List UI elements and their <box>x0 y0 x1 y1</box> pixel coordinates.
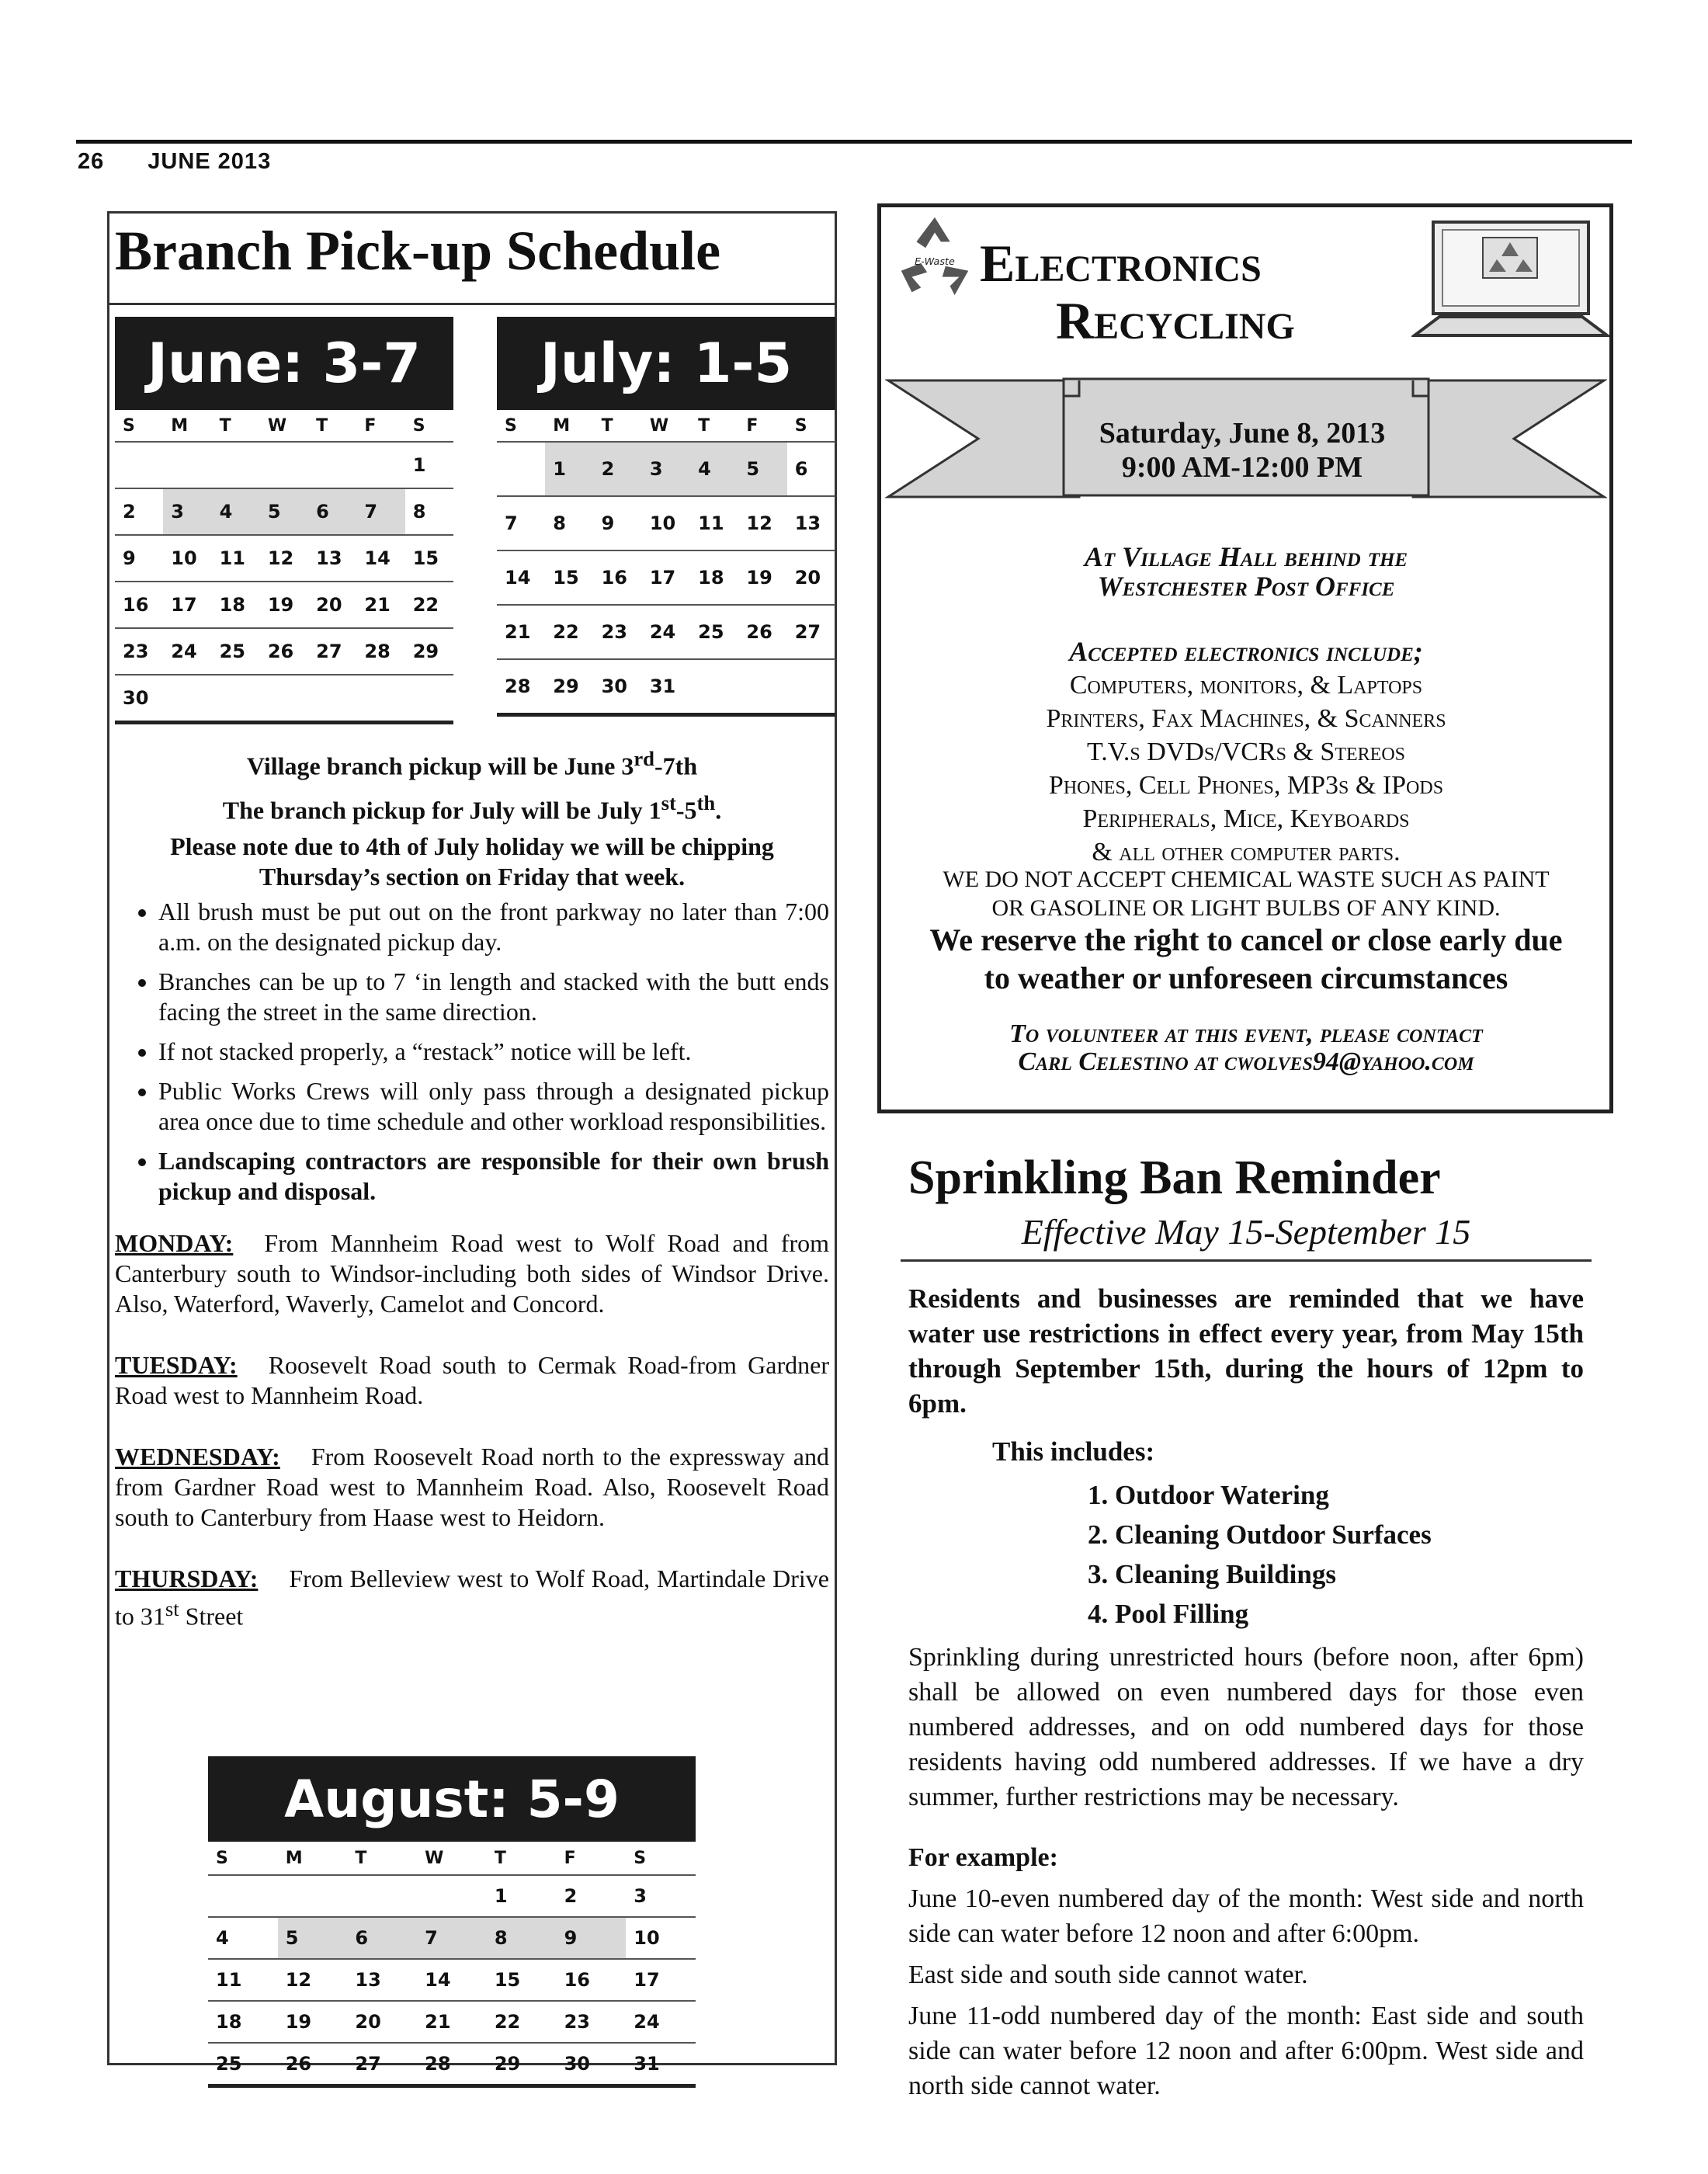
reserve-notice <box>885 921 1607 997</box>
calendar-day: 10 <box>649 512 676 534</box>
holiday-note: Please note due to 4th of July holiday we will be chipping Thursday’s section on Friday that week. <box>170 832 774 891</box>
note-text: The branch pickup for July will be July 1 <box>222 796 661 825</box>
weekday-label: W <box>267 415 287 436</box>
weekday-label: F <box>364 415 377 436</box>
calendar-week <box>208 2000 696 2042</box>
wednesday-text: From Roosevelt Road north to the expressway and from Gardner Road west to Mannheim Road. Also, Roosevelt Road south to Canterbury from Haase west to Heidorn. <box>115 1443 829 1532</box>
list-item: & all other computer parts. <box>1092 838 1401 866</box>
calendar-week <box>115 674 453 721</box>
calendar-day: 15 <box>553 567 579 589</box>
calendar-week <box>115 441 453 488</box>
note-sup: rd <box>634 747 654 770</box>
calendar-day <box>260 443 308 488</box>
pickup-day: 4 <box>212 489 260 534</box>
weekday-label: S <box>794 415 807 436</box>
note-text: -5 <box>675 796 697 825</box>
tuesday-text: Roosevelt Road south to Cermak Road-from Gardner Road west to Mannheim Road. <box>115 1351 829 1410</box>
calendar-day: 31 <box>634 2053 660 2075</box>
laptop-icon <box>1411 219 1609 343</box>
weekday-header <box>208 1842 696 1874</box>
calendar-bottom-rule <box>115 721 453 724</box>
weekday-label: S <box>123 415 135 436</box>
includes-list <box>1073 1475 1432 1634</box>
calendar-day: 7 <box>505 512 518 534</box>
weekday-label: W <box>425 1848 444 1868</box>
header-rule <box>76 140 1632 144</box>
event-location <box>885 542 1607 601</box>
calendar-day: 18 <box>698 567 724 589</box>
calendar-day: 3 <box>634 1885 647 1907</box>
pickup-day: 3 <box>642 443 690 495</box>
calendar-day: 11 <box>698 512 724 534</box>
weekday-header <box>115 410 453 441</box>
calendar-day: 17 <box>634 1969 660 1991</box>
calendar-day: 27 <box>355 2053 381 2075</box>
calendar-day: 20 <box>355 2011 381 2033</box>
calendar-day: 21 <box>425 2011 451 2033</box>
calendar-day: 12 <box>285 1969 312 1991</box>
sprinkling-intro: Residents and businesses are reminded that we have water use restrictions in effect every year, from May 15th through September 15th, during the hours of 12pm to 6pm. <box>908 1283 1584 1419</box>
weekday-label: T <box>316 415 328 436</box>
pickup-day: 4 <box>690 443 738 495</box>
calendar-day <box>738 660 786 713</box>
calendar-day: 19 <box>746 567 772 589</box>
calendar-day: 20 <box>316 594 342 616</box>
weekday-label: S <box>505 415 517 436</box>
weekday-label: T <box>219 415 231 436</box>
weekday-label: S <box>634 1848 647 1868</box>
pickup-day: 8 <box>487 1918 557 1958</box>
calendar-day: 17 <box>171 594 197 616</box>
note-sup: st <box>661 790 676 814</box>
calendar-day: 2 <box>564 1885 578 1907</box>
thursday-text: From Belleview west to Wolf Road, Martindale Drive to 31 <box>115 1565 829 1630</box>
calendar-day: 1 <box>412 454 426 476</box>
location-line: Westchester Post Office <box>1097 571 1395 602</box>
weekday-label: M <box>553 415 571 436</box>
tuesday-label: TUESDAY: <box>115 1351 238 1380</box>
calendar-day <box>260 675 308 721</box>
calendar-day: 28 <box>364 641 391 662</box>
note-sup: th <box>696 790 716 814</box>
not-accepted-note <box>885 865 1607 922</box>
calendar-day <box>212 675 260 721</box>
calendar-bottom-rule <box>497 713 835 717</box>
calendar-day <box>417 1876 487 1916</box>
calendar-day: 14 <box>505 567 531 589</box>
example-section <box>908 1840 1584 2110</box>
calendar-day: 14 <box>425 1969 451 1991</box>
calendar-bottom-rule <box>208 2084 696 2088</box>
calendar-day <box>208 1876 278 1916</box>
list-item: • All brush must be put out on the front parkway no later than 7:00 a.m. on the designated pickup day. <box>158 897 829 957</box>
thursday-label: THURSDAY: <box>115 1565 259 1593</box>
calendar-day: 6 <box>794 458 808 480</box>
calendar-day: 9 <box>123 547 136 569</box>
weekday-label: T <box>601 415 613 436</box>
calendar-day: 23 <box>564 2011 590 2033</box>
calendar-day <box>787 660 835 713</box>
calendar-day: 23 <box>123 641 149 662</box>
calendar-day: 28 <box>505 675 531 697</box>
calendar-day: 15 <box>494 1969 521 1991</box>
example-text: June 11-odd numbered day of the month: East side and south side can water before 12 noon and after 6:00pm. West side and north side cannot water. <box>908 2002 1584 2100</box>
calendar-week <box>497 604 835 658</box>
recycling-title <box>980 234 1295 349</box>
calendar-day: 28 <box>425 2053 451 2075</box>
title-line-2: Recycling <box>1056 291 1295 350</box>
accepted-heading: Accepted electronics include; <box>1069 636 1423 667</box>
note-text: . <box>715 796 722 825</box>
weekday-label: T <box>355 1848 367 1868</box>
calendar-day: 16 <box>123 594 149 616</box>
pickup-day: 1 <box>545 443 593 495</box>
calendar-day <box>278 1876 348 1916</box>
title-divider <box>109 303 835 305</box>
calendar-week <box>497 441 835 495</box>
calendar-day: 31 <box>649 675 676 697</box>
july-calendar <box>497 317 835 717</box>
sprinkling-title: Sprinkling Ban Reminder <box>908 1151 1441 1204</box>
tuesday-route <box>115 1350 829 1411</box>
calendar-day: 25 <box>219 641 245 662</box>
sprinkling-body: Sprinkling during unrestricted hours (before noon, after 6pm) shall be allowed on even numbered days for those even numbered addresses, and on odd numbered days for those residents having odd numbered addresses. If we have a dry summer, further restrictions may be necessary. <box>908 1643 1584 1811</box>
weekday-label: T <box>698 415 710 436</box>
calendar-day: 23 <box>601 621 627 643</box>
thursday-text-end: Street <box>179 1602 244 1630</box>
page-number: 26 <box>78 149 105 174</box>
pickup-notes <box>115 744 829 1632</box>
title-line-1: Electronics <box>980 234 1262 293</box>
branch-title: Branch Pick-up Schedule <box>115 220 721 282</box>
calendar-day: 9 <box>601 512 615 534</box>
note-text: Village branch pickup will be June 3 <box>246 752 634 780</box>
calendar-day: 29 <box>412 641 439 662</box>
pickup-day: 5 <box>260 489 308 534</box>
pickup-day: 3 <box>163 489 211 534</box>
calendar-day <box>115 443 163 488</box>
list-item: • If not stacked properly, a “restack” notice will be left. <box>158 1037 829 1067</box>
list-item: Phones, Cell Phones, MP3s & IPods <box>1048 771 1444 800</box>
weekday-label: M <box>285 1848 303 1868</box>
recycle-icon <box>889 211 981 303</box>
wednesday-label: WEDNESDAY: <box>115 1443 280 1471</box>
calendar-week <box>208 1874 696 1916</box>
includes-label: This includes: <box>992 1436 1155 1467</box>
july-pickup-note <box>115 788 829 826</box>
calendar-day: 25 <box>698 621 724 643</box>
calendar-day: 30 <box>564 2053 590 2075</box>
calendar-day <box>356 675 404 721</box>
list-item: Printers, Fax Machines, & Scanners <box>1046 704 1446 733</box>
june-pickup-note <box>115 744 829 782</box>
calendar-day <box>690 660 738 713</box>
rules-list <box>115 897 829 1207</box>
pickup-day: 5 <box>278 1918 348 1958</box>
calendar-day: 1 <box>494 1885 508 1907</box>
monday-text: From Mannheim Road west to Wolf Road and from Canterbury south to Windsor-including both sides of Windsor Drive. Also, Waterford, Waverly, Camelot and Concord. <box>115 1229 829 1318</box>
august-banner: August: 5-9 <box>208 1756 696 1842</box>
weekday-label: T <box>494 1848 506 1868</box>
list-item: Computers, monitors, & Laptops <box>1069 671 1423 700</box>
calendar-day: 29 <box>553 675 579 697</box>
calendar-day: 18 <box>219 594 245 616</box>
calendar-day <box>356 443 404 488</box>
calendar-day: 11 <box>216 1969 242 1991</box>
calendar-day: 24 <box>634 2011 660 2033</box>
calendar-week <box>115 488 453 534</box>
event-date: Saturday, June 8, 2013 <box>1099 417 1386 450</box>
calendar-day: 19 <box>267 594 294 616</box>
calendar-day: 21 <box>364 594 391 616</box>
calendar-day: 14 <box>364 547 391 569</box>
july-banner: July: 1-5 <box>497 317 835 410</box>
calendar-day: 24 <box>171 641 197 662</box>
pickup-day: 7 <box>417 1918 487 1958</box>
calendar-day <box>212 443 260 488</box>
subtitle-rule <box>901 1259 1592 1262</box>
calendar-day: 19 <box>285 2011 312 2033</box>
calendar-day: 12 <box>267 547 294 569</box>
calendar-week <box>208 2042 696 2084</box>
calendar-day: 8 <box>553 512 566 534</box>
pickup-day: 6 <box>308 489 356 534</box>
example-text: East side and south side cannot water. <box>908 1960 1308 1989</box>
list-item: 3. Cleaning Buildings <box>1115 1554 1432 1594</box>
calendar-day: 22 <box>412 594 439 616</box>
monday-route <box>115 1228 829 1319</box>
pickup-day: 2 <box>594 443 642 495</box>
example-text: June 10-even numbered day of the month: West side and north side can water before 12 noon and after 6:00pm. <box>908 1884 1584 1948</box>
note-text: -7th <box>654 752 698 780</box>
calendar-day <box>347 1876 417 1916</box>
calendar-day: 27 <box>794 621 821 643</box>
calendar-day: 22 <box>494 2011 521 2033</box>
calendar-day: 16 <box>564 1969 590 1991</box>
weekday-label: F <box>564 1848 576 1868</box>
calendar-week <box>115 534 453 581</box>
e-waste-label: E-Waste <box>915 255 955 268</box>
thursday-sup: st <box>165 1597 179 1621</box>
calendar-day: 13 <box>316 547 342 569</box>
calendar-week <box>208 1916 696 1958</box>
calendar-day: 24 <box>649 621 676 643</box>
calendar-day <box>308 443 356 488</box>
calendar-day: 18 <box>216 2011 242 2033</box>
note-line: WE DO NOT ACCEPT CHEMICAL WASTE SUCH AS PAINT <box>943 866 1550 892</box>
calendar-day: 22 <box>553 621 579 643</box>
calendar-day: 26 <box>267 641 294 662</box>
wednesday-route <box>115 1442 829 1533</box>
calendar-day: 27 <box>316 641 342 662</box>
calendar-day <box>163 675 211 721</box>
notice-line: to weather or unforeseen circumstances <box>984 960 1508 995</box>
list-item: 4. Pool Filling <box>1115 1594 1432 1634</box>
monday-label: MONDAY: <box>115 1229 234 1258</box>
calendar-week <box>115 581 453 627</box>
notice-line: We reserve the right to cancel or close early due <box>929 922 1563 957</box>
calendar-day: 29 <box>494 2053 521 2075</box>
example-label: For example: <box>908 1843 1058 1872</box>
calendar-day: 10 <box>171 547 197 569</box>
calendar-day: 4 <box>216 1927 229 1949</box>
location-line: At Village Hall behind the <box>1084 541 1408 572</box>
calendar-week <box>208 1958 696 2000</box>
weekday-label: S <box>412 415 425 436</box>
calendar-day: 8 <box>412 501 426 523</box>
list-item: • Public Works Crews will only pass through a designated pickup area once due to time schedule and other workload responsibilities. <box>158 1076 829 1137</box>
calendar-week <box>497 495 835 550</box>
note-line: OR GASOLINE OR LIGHT BULBS OF ANY KIND. <box>991 895 1501 921</box>
august-calendar <box>208 1756 696 2088</box>
calendar-week <box>497 550 835 604</box>
list-item: T.V.s DVDs/VCRs & Stereos <box>1087 738 1405 766</box>
contact-line: Carl Celestino at cwolves94@yahoo.com <box>1018 1047 1474 1076</box>
calendar-day: 17 <box>649 567 676 589</box>
calendar-day: 30 <box>601 675 627 697</box>
pickup-day: 7 <box>356 489 404 534</box>
june-calendar <box>115 317 453 724</box>
calendar-day: 21 <box>505 621 531 643</box>
calendar-day: 11 <box>219 547 245 569</box>
calendar-day: 10 <box>634 1927 660 1949</box>
pickup-day: 6 <box>347 1918 417 1958</box>
contact-line: To volunteer at this event, please contact <box>1009 1019 1483 1048</box>
calendar-day: 20 <box>794 567 821 589</box>
calendar-day: 30 <box>123 687 149 709</box>
weekday-label: W <box>649 415 669 436</box>
calendar-day: 13 <box>794 512 821 534</box>
calendar-day: 26 <box>285 2053 312 2075</box>
page-header <box>78 149 314 175</box>
list-item: 1. Outdoor Watering <box>1115 1475 1432 1515</box>
event-time: 9:00 AM-12:00 PM <box>1121 451 1363 484</box>
calendar-week <box>497 658 835 713</box>
calendar-day: 25 <box>216 2053 242 2075</box>
thursday-route <box>115 1564 829 1632</box>
calendar-day: 13 <box>355 1969 381 1991</box>
calendar-day <box>163 443 211 488</box>
calendar-week <box>115 627 453 674</box>
weekday-label: F <box>746 415 759 436</box>
list-item: • Landscaping contractors are responsible for their own brush pickup and disposal. <box>158 1146 829 1207</box>
calendar-day <box>405 675 453 721</box>
event-date-time <box>1064 416 1421 484</box>
calendar-day: 26 <box>746 621 772 643</box>
accepted-electronics <box>885 635 1607 869</box>
calendar-day: 16 <box>601 567 627 589</box>
issue-date: JUNE 2013 <box>148 149 272 174</box>
volunteer-contact <box>885 1020 1607 1076</box>
calendar-day: 2 <box>123 501 136 523</box>
calendar-day: 12 <box>746 512 772 534</box>
weekday-label: M <box>171 415 189 436</box>
june-banner: June: 3-7 <box>115 317 453 410</box>
pickup-day: 9 <box>557 1918 627 1958</box>
list-item: • Branches can be up to 7 ‘in length and stacked with the butt ends facing the street in the same direction. <box>158 967 829 1027</box>
calendar-day: 15 <box>412 547 439 569</box>
pickup-day: 5 <box>738 443 786 495</box>
weekday-label: S <box>216 1848 228 1868</box>
weekday-header <box>497 410 835 441</box>
sprinkling-subtitle: Effective May 15-September 15 <box>1021 1212 1471 1252</box>
calendar-day <box>308 675 356 721</box>
calendar-day <box>497 443 545 495</box>
list-item: 2. Cleaning Outdoor Surfaces <box>1115 1515 1432 1554</box>
list-item: Peripherals, Mice, Keyboards <box>1082 804 1410 833</box>
